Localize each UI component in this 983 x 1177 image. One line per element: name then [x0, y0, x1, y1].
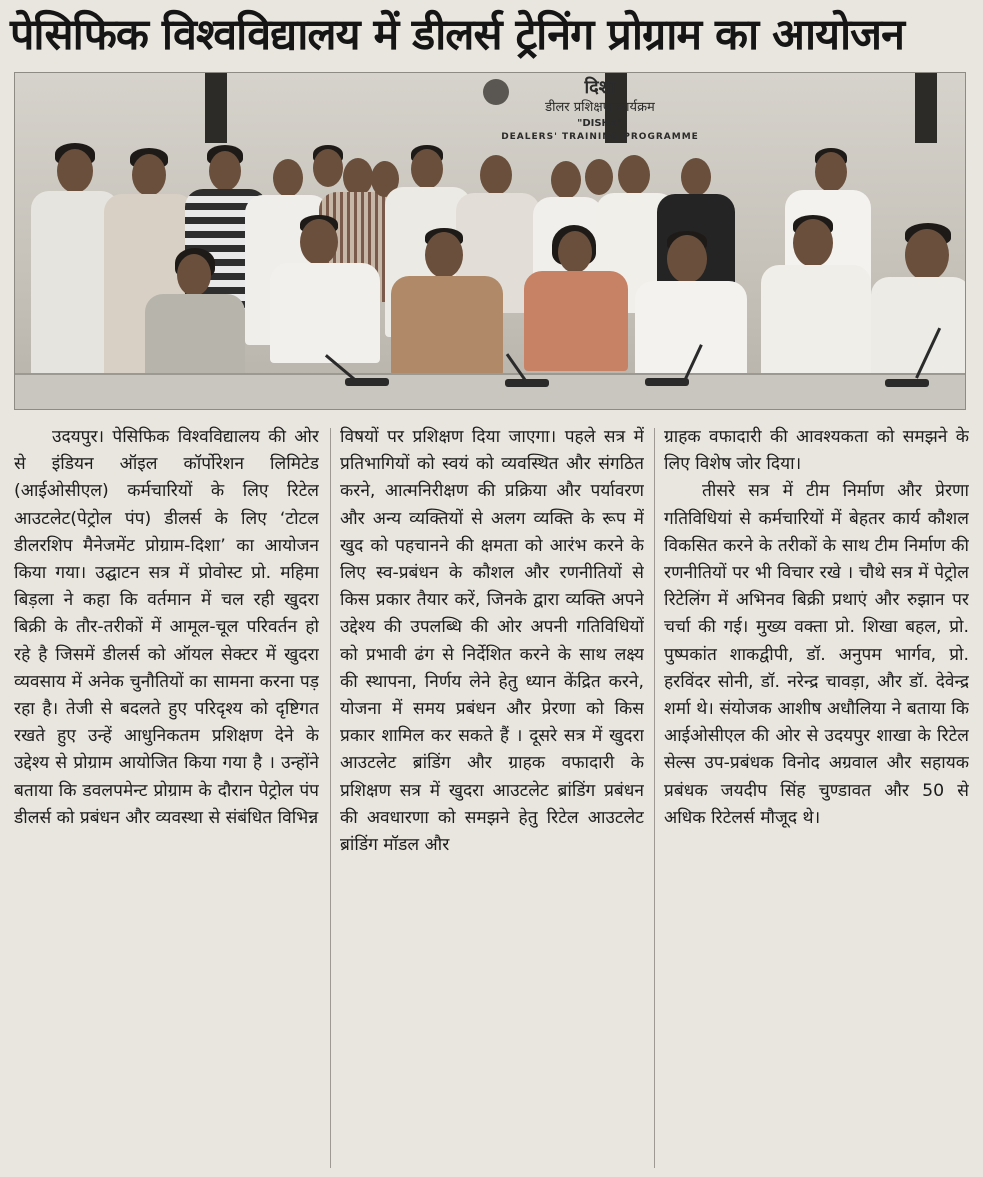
article-paragraph: विषयों पर प्रशिक्षण दिया जाएगा। पहले सत्र में प्रतिभागियों को स्वयं को व्यवस्थित और संगठित करने, आत्मनिरीक्षण की प्रक्रिया और पर्यावरण और अन्य व्यक्तियों से अलग व्यक्ति के रूप में खुद को पहचानने की क्षमता को आरंभ करने के लिए स्व-प्रबंधन के कौशल और रणनीतियों से किस प्रकार तैयार करें, जिनके द्वारा व्यक्ति अपने उद्देश्य की उपलब्धि की ओर अपनी गतिविधियों को प्रभावी ढंग से निर्देशित करने के साथ लक्ष्य की स्थापना, निर्णय लेने हेतु ध्यान केंद्रित करने, योजना में समय प्रबंधन और प्रेरणा को किस प्रकार शामिल कर सकते हैं । दूसरे सत्र में खुदरा आउटलेट ब्रांडिंग और ग्राहक वफादारी के प्रशिक्षण सत्र में खुदरा आउटलेट ब्रांडिंग प्रबंधन की अवधारणा को समझने हेतु रिटेल आउटलेट ब्रांडिंग मॉडल और	[340, 427, 644, 856]
group-photo	[14, 72, 966, 410]
banner-english: DEALERS' TRAINING PROGRAMME	[501, 132, 699, 142]
microphone-base	[345, 378, 389, 386]
column-divider	[654, 428, 655, 1168]
window-frame	[915, 73, 937, 143]
headline: पेसिफिक विश्वविद्यालय में डीलर्स ट्रेनिंग प्रोग्राम का आयोजन	[10, 10, 904, 60]
article-column-1	[14, 424, 319, 1164]
article-paragraph: ग्राहक वफादारी की आवश्यकता को समझने के लिए विशेष जोर दिया।	[664, 427, 969, 475]
banner-title: दिशा	[584, 77, 616, 98]
article-paragraph: उदयपुर। पेसिफिक विश्वविद्यालय की ओर से इंडियन ऑइल कॉर्पोरेशन लिमिटेड (आईओसीएल) कर्मचारियों के लिए रिटेल आउटलेट(पेट्रोल पंप) डीलर्स के लिए ‘टोटल डीलरशिप मैनेजमेंट प्रोग्राम-दिशा’ का आयोजन किया गया। उद्घाटन सत्र में प्रोवोस्ट प्रो. महिमा बिड़ला ने कहा कि वर्तमान में चल रही खुदरा बिक्री के तौर-तरीकों में आमूल-चूल परिवर्तन हो रहे है जिसमें डीलर्स को ऑयल सेक्टर में खुदरा व्यवसाय में अनेक चुनौतियों का सामना करना पड़ रहा है। तेजी से बदलते हुए परिदृश्य को दृष्टिगत रखते हुए उन्हें आधुनिकतम प्रशिक्षण देने के उद्देश्य से प्रोग्राम आयोजित किया गया है । उन्होंने बताया कि डवलपमेन्ट प्रोग्राम के दौरान पेट्रोल पंप डीलर्स को प्रबंधन और व्यवस्था से संबंधित विभिन्न	[14, 427, 319, 828]
column-divider	[330, 428, 331, 1168]
article-column-2	[340, 424, 644, 1164]
microphone-base	[505, 379, 549, 387]
banner-subtitle: डीलर प्रशिक्षण कार्यक्रम	[545, 100, 655, 115]
conference-table	[15, 373, 965, 410]
article-column-3	[664, 424, 969, 1164]
event-banner	[475, 77, 725, 167]
microphone-base	[645, 378, 689, 386]
banner-name: "DISHA"	[577, 118, 623, 129]
article-paragraph: तीसरे सत्र में टीम निर्माण और प्रेरणा गतिविधियां से कर्मचारियों में बेहतर कार्य कौशल विकसित करने के तरीकों के साथ टीम निर्माण की रणनीतियों पर भी विचार रखे । चौथे सत्र में पेट्रोल रिटेलिंग में अभिनव बिक्री प्रथाएं और रुझान पर चर्चा की गई। मुख्य वक्ता प्रो. शिखा बहल, प्रो. पुष्पकांत शाकद्वीपी, डॉ. अनुपम भार्गव, प्रो. हरविंदर सोनी, डॉ. नरेन्द्र चावड़ा, और डॉ. देवेन्द्र शर्मा थे। संयोजक आशीष अधौलिया ने बताया कि आईओसीएल की ओर से उदयपुर शाखा के रिटेल सेल्स उप-प्रबंधक विनोद अग्रवाल और सहायक प्रबंधक जयदीप सिंह चुण्डावत और 50 से अधिक रिटेलर्स मौजूद थे।	[664, 481, 969, 828]
microphone-base	[885, 379, 929, 387]
window-frame	[205, 73, 227, 143]
